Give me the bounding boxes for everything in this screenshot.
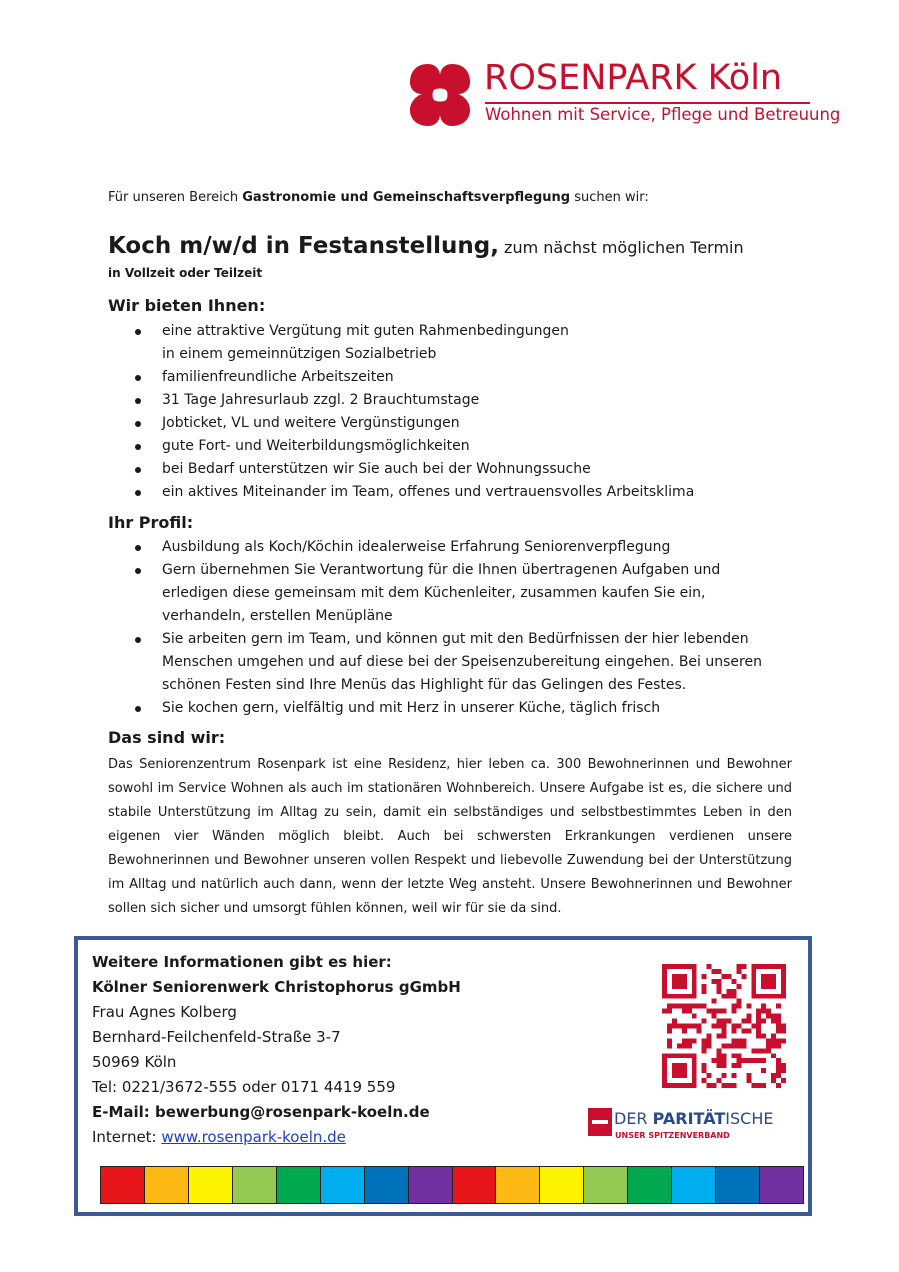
list-item-line: ein aktives Miteinander im Team, offenes und vertrauensvolles Arbeitsklima [162,484,695,500]
paritaet-mark-icon [588,1108,612,1136]
list-item-line: gute Fort- und Weiterbildungsmöglichkeiten [162,438,470,454]
list-item-line: Ausbildung als Koch/Köchin idealerweise Erfahrung Seniorenverpflegung [162,539,671,555]
intro-suffix: suchen wir: [570,190,649,205]
rosenpark-logo [408,58,841,130]
list-item [108,320,808,366]
logo-title: ROSENPARK Köln [484,58,783,98]
list-item-line: Sie arbeiten gern im Team, und können gut mit den Bedürfnissen der hier lebenden [162,631,749,647]
list-item-line: schönen Festen sind Ihre Menüs das Highlight für das Gelingen des Festes. [162,677,687,693]
contact-street: Bernhard-Feilchenfeld-Straße 3-7 [92,1028,341,1046]
list-item-line: Jobticket, VL und weitere Vergünstigungen [162,415,460,431]
contact-city: 50969 Köln [92,1053,177,1071]
color-bar-segment [716,1167,760,1203]
job-start: zum nächst möglichen Termin [498,238,744,257]
color-bar-segment [145,1167,189,1203]
about-text: Das Seniorenzentrum Rosenpark ist eine Residenz, hier leben ca. 300 Bewohnerinnen und Bewohner sowohl im Service Wohnen als auch im stationären Wohnbereich. Unsere Aufgabe ist es, die sichere und stabile Unterstützung im Alltag zu sein, damit ein selbständiges und selbstbestimmtes Leben in den eigenen vier Wänden möglich bleibt. Auch bei schwersten Erkrankungen verdienen unsere Bewohnerinnen und Bewohner unseren vollen Respekt und liebevolle Zuwendung bei der Unterstützung im Alltag und natürlich auch dann, wenn der letzte Weg ansteht. Unsere Bewohnerinnen und Bewohner sollen sich sicher und umsorgt fühlen können, weil wir für sie da sind. [108,757,792,916]
website-link[interactable]: www.rosenpark-koeln.de [161,1128,346,1146]
contact-person: Frau Agnes Kolberg [92,1003,237,1021]
rainbow-color-bar [100,1166,804,1204]
list-item-line: in einem gemeinnützigen Sozialbetrieb [162,346,437,362]
color-bar-segment [760,1167,803,1203]
internet-label: Internet: [92,1128,162,1146]
contact-heading: Weitere Informationen gibt es hier: [92,953,392,971]
list-item [108,412,808,435]
paritaet-name-suffix: ISCHE [725,1109,774,1128]
contact-box [74,936,812,1216]
list-item [108,559,808,628]
rose-logo-icon [408,60,472,128]
profile-list [108,536,808,720]
job-title-main: Koch m/w/d in Festanstellung, [108,233,499,259]
list-item [108,628,808,697]
paritaetische-logo [588,1106,788,1156]
employment-type: in Vollzeit oder Teilzeit [108,266,263,280]
color-bar-segment [409,1167,453,1203]
intro-prefix: Für unseren Bereich [108,190,243,205]
list-item-line: bei Bedarf unterstützen wir Sie auch bei der Wohnungssuche [162,461,591,477]
color-bar-segment [365,1167,409,1203]
logo-tagline: Wohnen mit Service, Pflege und Betreuung [485,105,841,124]
intro-department: Gastronomie und Gemeinschaftsverpflegung [242,190,571,205]
paritaet-name-bold: PARITÄT [652,1109,726,1128]
job-title [108,229,744,265]
paritaet-subtitle: UNSER SPITZENVERBAND [615,1131,730,1140]
list-item-line: Menschen umgehen und auf diese bei der Speisenzubereitung eingehen. Bei unseren [162,654,762,670]
paritaet-name-prefix: DER [614,1109,653,1128]
qr-code-icon[interactable] [662,964,786,1088]
list-item-line: familienfreundliche Arbeitszeiten [162,369,394,385]
list-item [108,458,808,481]
offer-list [108,320,808,504]
color-bar-segment [496,1167,540,1203]
color-bar-segment [189,1167,233,1203]
color-bar-segment [321,1167,365,1203]
list-item [108,536,808,559]
about-heading: Das sind wir: [108,728,226,747]
list-item-line: Gern übernehmen Sie Verantwortung für die Ihnen übertragenen Aufgaben und [162,562,721,578]
color-bar-segment [101,1167,145,1203]
list-item-line: Sie kochen gern, vielfältig und mit Herz in unserer Küche, täglich frisch [162,700,661,716]
intro-line [108,188,649,208]
color-bar-segment [233,1167,277,1203]
contact-org: Kölner Seniorenwerk Christophorus gGmbH [92,978,461,996]
color-bar-segment [277,1167,321,1203]
color-bar-segment [628,1167,672,1203]
contact-internet [92,1125,461,1150]
color-bar-segment [540,1167,584,1203]
list-item [108,435,808,458]
list-item [108,389,808,412]
profile-heading: Ihr Profil: [108,513,194,532]
color-bar-segment [584,1167,628,1203]
contact-info [92,950,461,1150]
paritaet-name [614,1108,773,1130]
color-bar-segment [672,1167,716,1203]
list-item [108,366,808,389]
list-item-line: 31 Tage Jahresurlaub zzgl. 2 Brauchtumstage [162,392,480,408]
color-bar-segment [453,1167,497,1203]
list-item [108,697,808,720]
list-item [108,481,808,504]
list-item-line: erledigen diese gemeinsam mit dem Küchenleiter, zusammen kaufen Sie ein, [162,585,706,601]
list-item-line: eine attraktive Vergütung mit guten Rahmenbedingungen [162,323,569,339]
offer-heading: Wir bieten Ihnen: [108,296,266,315]
list-item-line: verhandeln, erstellen Menüpläne [162,608,393,624]
contact-email: E-Mail: bewerbung@rosenpark-koeln.de [92,1103,430,1121]
contact-phone: Tel: 0221/3672-555 oder 0171 4419 559 [92,1078,396,1096]
